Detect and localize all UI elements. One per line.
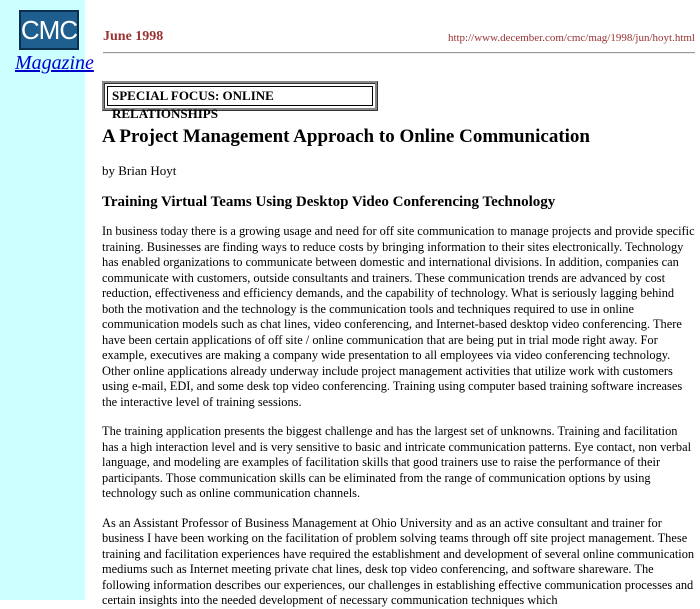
paragraph-3: As an Assistant Professor of Business Management at Ohio University and as an active consultant and trainer for business I have been working on the facilitation of problem solving teams through off site project management. These training and facilitation experiences have required the establishment and development of several online communication mediums such as Internet meeting private chat lines, desk top video conferencing, and software shareware. The following information describes our experiences, our challenges in establishing effective communication processes and certain insights into the needed development of necessary communication techniques which [102, 515, 695, 607]
article [102, 125, 696, 609]
special-focus-label: SPECIAL FOCUS: ONLINE RELATIONSHIPS [107, 86, 373, 106]
magazine-link[interactable]: Magazine [15, 52, 94, 74]
article-subtitle: Training Virtual Teams Using Desktop Video Conferencing Technology [102, 194, 556, 210]
header-divider [103, 52, 695, 54]
cmc-logo[interactable]: CMC [19, 10, 79, 50]
special-focus-box [102, 81, 378, 121]
sidebar [0, 0, 94, 600]
article-title: A Project Management Approach to Online Communication [102, 126, 590, 147]
issue-date: June 1998 [103, 29, 164, 44]
page-url: http://www.december.com/cmc/mag/1998/jun/hoyt.html [447, 32, 695, 44]
paragraph-2: The training application presents the biggest challenge and has the largest set of unknowns. Training and facilitation has a high interaction level and is very sensitive to basic and intricate communication patterns. Eye contact, non verbal language, and modeling are examples of facilitation skills that good trainers use to raise the performance of their participants. Those communication skills can be eliminated from the range of communication options by using technology such as online communication channels. [102, 424, 692, 500]
paragraph-1: In business today there is a growing usage and need for off site communication to manage projects and provide specific training. Businesses are finding ways to reduce costs by bringing information to their sites electronically. Technology has enabled organizations to communicate between domestic and international divisions. In addition, companies can communicate with customers, outside consultants and trainers. These communication trends are advanced by cost reduction, effectiveness and efficiency demands, and the capability of technology. What is seriously lagging behind both the motivation and the technology is the communication tools and techniques required to use in online communication models such as chat lines, video conferencing, and Internet-based desktop video conferencing. There have been certain applications of off site / online communication that are being put in trial mode right away. For example, executives are making a company wide presentation to all employees via video conferencing technology. Other online applications already underway include project management activities that utilize work with customers using e-mail, EDI, and some desk top video conferencing. Training using computer based training software increases the interactive level of training sessions. [102, 224, 695, 409]
byline: by Brian Hoyt [102, 163, 177, 178]
